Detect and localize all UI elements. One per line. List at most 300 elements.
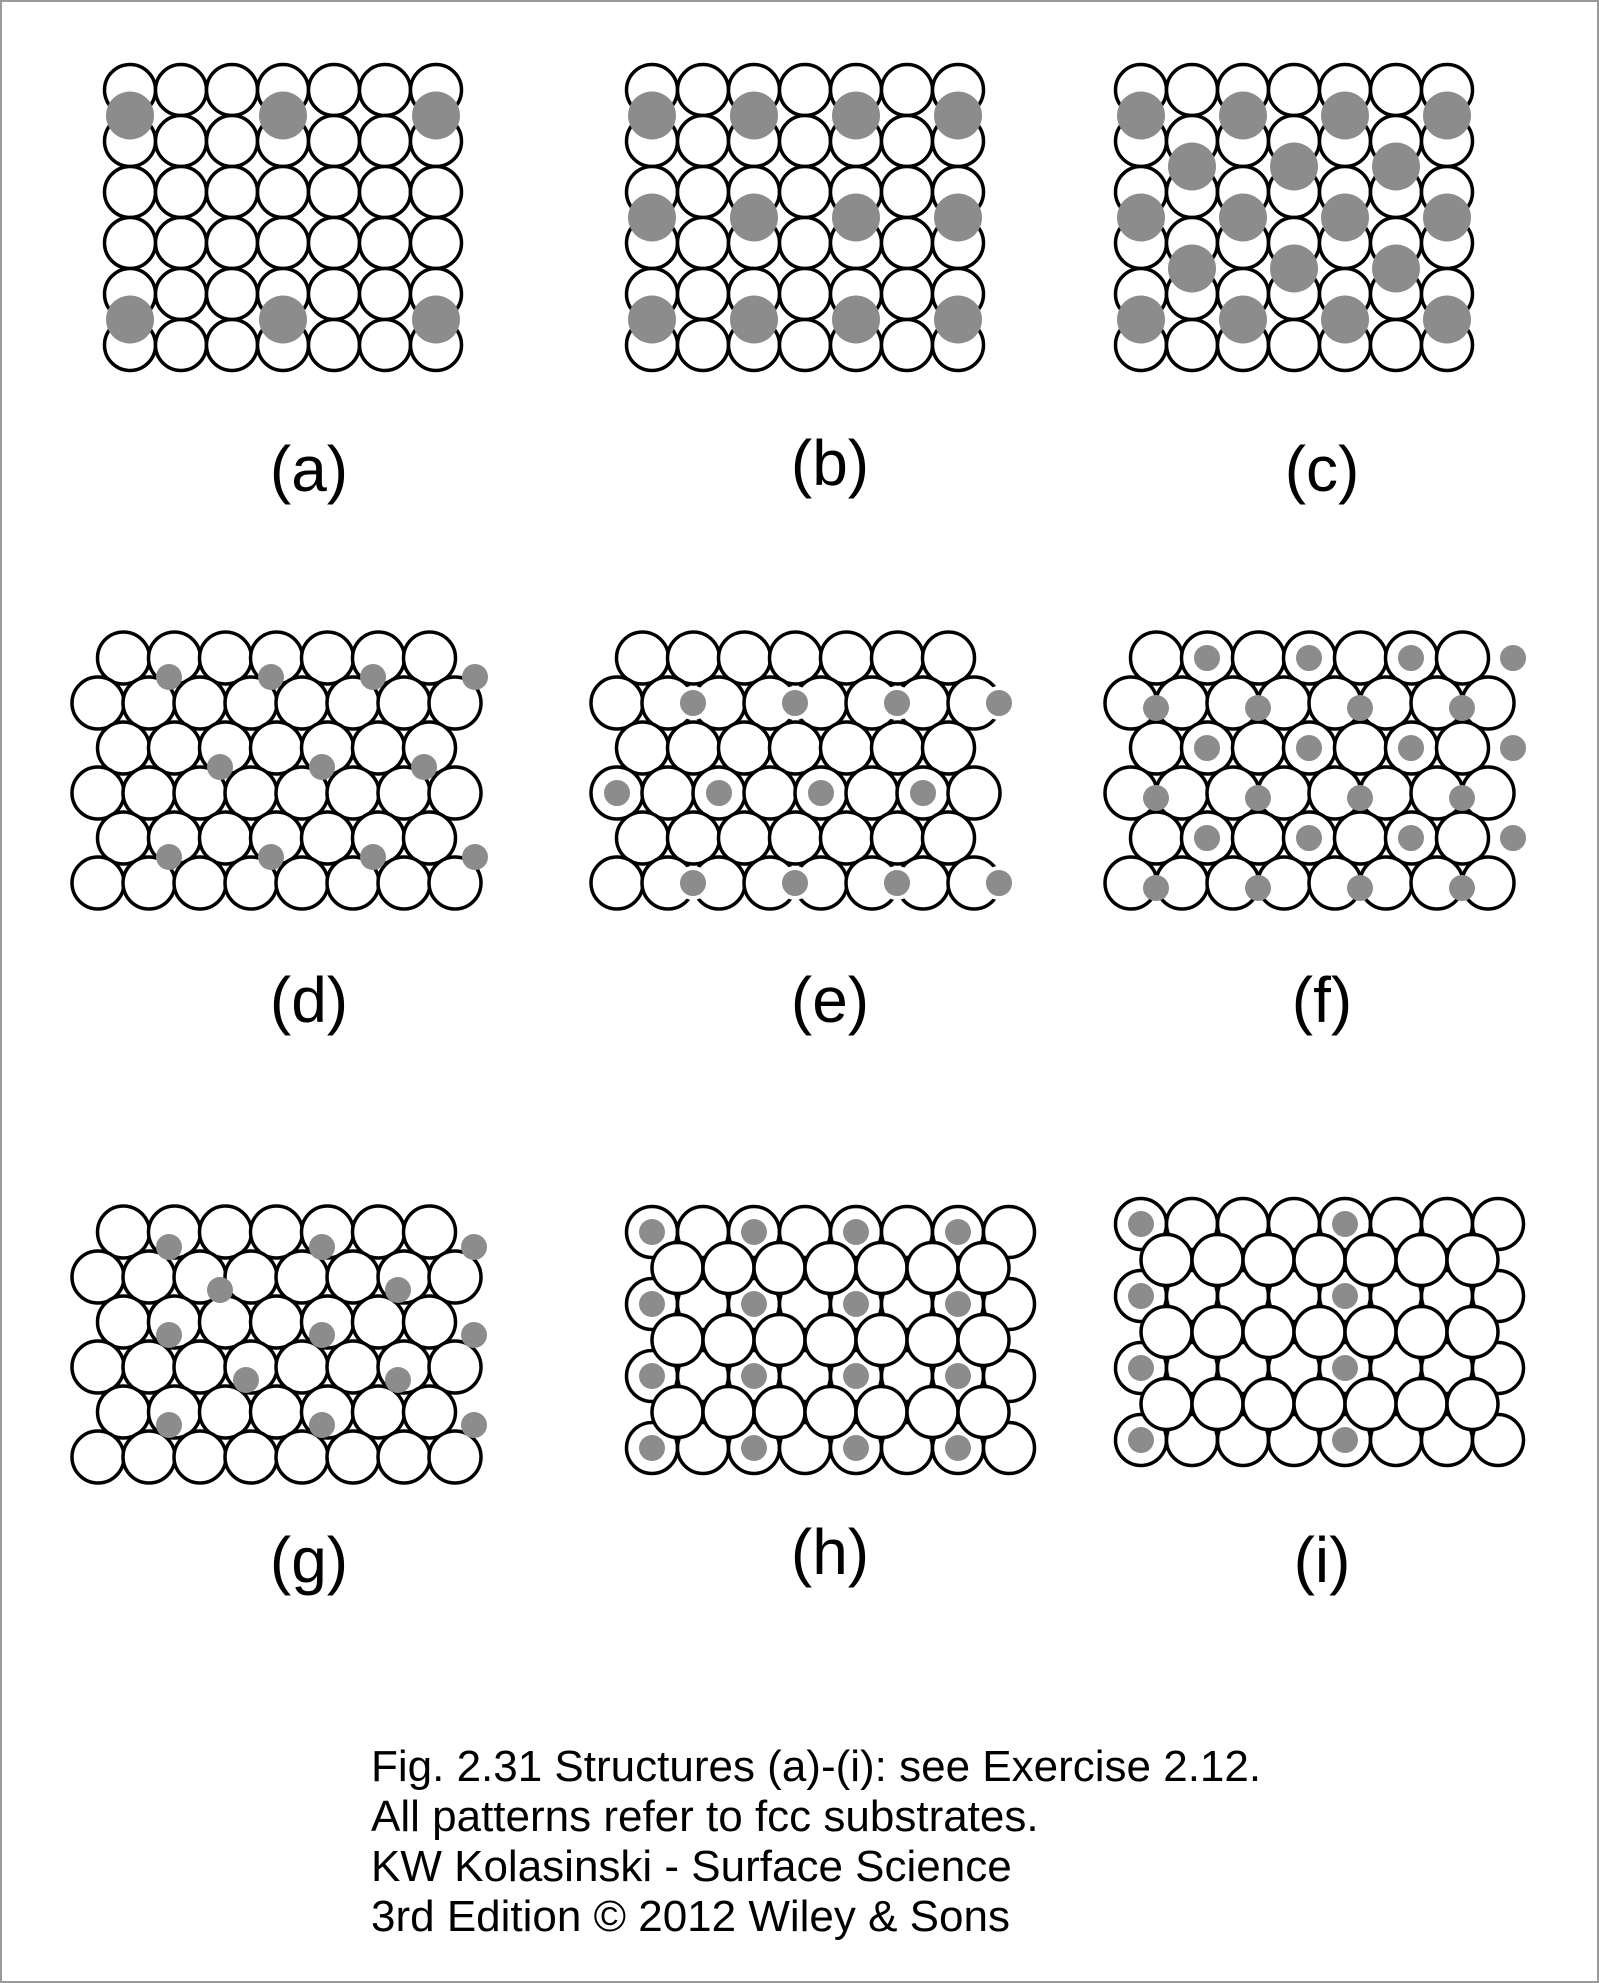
substrate-atom <box>302 632 354 684</box>
caption-line-3: KW Kolasinski - Surface Science <box>371 1842 1012 1891</box>
adsorbate-atom <box>156 1322 182 1348</box>
substrate-atom <box>1131 722 1183 774</box>
substrate-atom <box>948 767 1000 819</box>
adsorbate-atom <box>1372 245 1420 293</box>
substrate-atom <box>258 218 309 269</box>
adsorbate-atom <box>1498 823 1528 853</box>
substrate-atom <box>411 167 462 218</box>
substrate-atom <box>360 167 411 218</box>
adsorbate-atom <box>1143 695 1169 721</box>
panel-label-g: (g) <box>269 1524 349 1596</box>
adsorbate-atom <box>258 664 284 690</box>
substrate-atom <box>805 1387 856 1438</box>
adsorbate-atom <box>678 688 708 718</box>
adsorbate-atom <box>934 296 982 344</box>
substrate-atom <box>1371 65 1422 116</box>
adsorbate-atom <box>309 754 335 780</box>
substrate-atom <box>846 767 898 819</box>
panel-label-f: (f) <box>1291 964 1353 1036</box>
adsorbate-atom <box>1294 643 1324 673</box>
adsorbate-atom <box>233 1367 259 1393</box>
adsorbate-atom <box>832 194 880 242</box>
substrate-atom <box>1294 1379 1345 1430</box>
substrate-atom <box>1167 65 1218 116</box>
adsorbate-atom <box>309 1412 335 1438</box>
panel-label-e: (e) <box>790 964 870 1036</box>
substrate-atom <box>1335 632 1387 684</box>
adsorbate-atom <box>832 92 880 140</box>
substrate-atom <box>72 1251 124 1303</box>
substrate-atom <box>200 1206 252 1258</box>
substrate-atom <box>958 1243 1009 1294</box>
adsorbate-atom <box>945 1435 971 1461</box>
substrate-atom <box>642 767 694 819</box>
substrate-atom <box>72 1431 124 1483</box>
adsorbate-atom <box>462 664 488 690</box>
adsorbate-atom <box>1332 1355 1358 1381</box>
substrate-atom <box>1233 812 1285 864</box>
substrate-atom <box>207 320 258 371</box>
substrate-atom <box>309 116 360 167</box>
adsorbate-atom <box>1423 194 1471 242</box>
substrate-atom <box>360 116 411 167</box>
substrate-atom <box>411 218 462 269</box>
substrate-atom <box>780 116 831 167</box>
substrate-atom <box>1167 320 1218 371</box>
substrate-atom <box>668 632 720 684</box>
adsorbate-atom <box>1245 785 1271 811</box>
adsorbate-atom <box>1396 643 1426 673</box>
adsorbate-atom <box>1347 695 1373 721</box>
adsorbate-atom <box>461 1322 487 1348</box>
adsorbate-atom <box>1245 695 1271 721</box>
substrate-atom <box>225 767 277 819</box>
substrate-atom <box>1233 632 1285 684</box>
substrate-atom <box>353 722 405 774</box>
adsorbate-atom <box>156 844 182 870</box>
adsorbate-atom <box>309 1234 335 1260</box>
substrate-atom <box>309 320 360 371</box>
adsorbate-atom <box>1219 194 1267 242</box>
adsorbate-atom <box>258 844 284 870</box>
panel-label-h: (h) <box>790 1516 870 1588</box>
adsorbate-atom <box>843 1291 869 1317</box>
substrate-atom <box>821 722 873 774</box>
substrate-atom <box>309 269 360 320</box>
adsorbate-atom <box>1423 92 1471 140</box>
adsorbate-atom <box>1423 296 1471 344</box>
substrate-atom <box>1141 1235 1192 1286</box>
substrate-atom <box>72 1341 124 1393</box>
substrate-atom <box>1447 1379 1498 1430</box>
substrate-atom <box>805 1243 856 1294</box>
substrate-atom <box>805 1315 856 1366</box>
substrate-atom <box>360 65 411 116</box>
substrate-atom <box>404 1206 456 1258</box>
substrate-atom <box>882 269 933 320</box>
substrate-atom <box>156 320 207 371</box>
substrate-atom <box>882 218 933 269</box>
substrate-atom <box>882 65 933 116</box>
adsorbate-atom <box>678 868 708 898</box>
substrate-atom <box>652 1387 703 1438</box>
panel-h <box>627 1207 1035 1474</box>
substrate-atom <box>353 1206 405 1258</box>
substrate-atom <box>907 1243 958 1294</box>
adsorbate-atom <box>639 1291 665 1317</box>
adsorbate-atom <box>1117 194 1165 242</box>
substrate-atom <box>1131 812 1183 864</box>
adsorbate-atom <box>945 1363 971 1389</box>
substrate-atom <box>404 812 456 864</box>
substrate-atom <box>378 677 430 729</box>
adsorbate-atom <box>1245 875 1271 901</box>
adsorbate-atom <box>730 194 778 242</box>
substrate-atom <box>1192 1379 1243 1430</box>
adsorbate-atom <box>934 194 982 242</box>
substrate-atom <box>105 218 156 269</box>
adsorbate-atom <box>156 1412 182 1438</box>
adsorbate-atom <box>882 688 912 718</box>
substrate-atom <box>360 269 411 320</box>
substrate-atom <box>429 1341 481 1393</box>
adsorbate-atom <box>1372 143 1420 191</box>
substrate-atom <box>780 269 831 320</box>
substrate-atom <box>327 767 379 819</box>
adsorbate-atom <box>1219 296 1267 344</box>
adsorbate-atom <box>411 754 437 780</box>
substrate-atom <box>754 1243 805 1294</box>
substrate-atom <box>1269 320 1320 371</box>
substrate-atom <box>156 116 207 167</box>
substrate-atom <box>98 722 150 774</box>
panel-b <box>627 65 984 371</box>
substrate-atom <box>378 1431 430 1483</box>
adsorbate-atom <box>1332 1427 1358 1453</box>
substrate-atom <box>174 1431 226 1483</box>
substrate-atom <box>225 1431 277 1483</box>
adsorbate-atom <box>882 868 912 898</box>
substrate-atom <box>156 269 207 320</box>
substrate-atom <box>1294 1307 1345 1358</box>
substrate-atom <box>174 677 226 729</box>
adsorbate-atom <box>1449 785 1475 811</box>
substrate-atom <box>617 632 669 684</box>
substrate-atom <box>251 1206 303 1258</box>
substrate-atom <box>258 167 309 218</box>
adsorbate-atom <box>156 664 182 690</box>
substrate-atom <box>617 812 669 864</box>
adsorbate-atom <box>385 1277 411 1303</box>
substrate-atom <box>327 1251 379 1303</box>
substrate-atom <box>703 1243 754 1294</box>
panel-i <box>1116 1199 1524 1466</box>
adsorbate-atom <box>156 1234 182 1260</box>
substrate-atom <box>1345 1307 1396 1358</box>
substrate-atom <box>327 1431 379 1483</box>
adsorbate-atom <box>843 1219 869 1245</box>
substrate-atom <box>1345 1379 1396 1430</box>
substrate-atom <box>1141 1307 1192 1358</box>
substrate-atom <box>404 1386 456 1438</box>
substrate-atom <box>856 1387 907 1438</box>
adsorbate-atom <box>704 778 734 808</box>
substrate-atom <box>200 632 252 684</box>
adsorbate-atom <box>1498 643 1528 673</box>
substrate-atom <box>882 116 933 167</box>
substrate-atom <box>958 1315 1009 1366</box>
substrate-atom <box>821 632 873 684</box>
adsorbate-atom <box>1449 695 1475 721</box>
substrate-atom <box>754 1315 805 1366</box>
adsorbate-atom <box>1117 92 1165 140</box>
substrate-atom <box>276 1431 328 1483</box>
substrate-atom <box>1335 812 1387 864</box>
substrate-atom <box>678 116 729 167</box>
adsorbate-atom <box>309 1322 335 1348</box>
adsorbate-atom <box>945 1291 971 1317</box>
adsorbate-atom <box>628 296 676 344</box>
substrate-atom <box>404 632 456 684</box>
substrate-atom <box>1192 1235 1243 1286</box>
adsorbate-atom <box>1270 143 1318 191</box>
substrate-atom <box>856 1243 907 1294</box>
substrate-atom <box>678 320 729 371</box>
substrate-atom <box>207 218 258 269</box>
adsorbate-atom <box>412 296 460 344</box>
substrate-atom <box>1396 1379 1447 1430</box>
substrate-atom <box>1437 632 1489 684</box>
adsorbate-atom <box>730 92 778 140</box>
substrate-atom <box>923 812 975 864</box>
substrate-atom <box>1243 1379 1294 1430</box>
substrate-atom <box>821 812 873 864</box>
substrate-atom <box>1335 722 1387 774</box>
adsorbate-atom <box>1396 733 1426 763</box>
substrate-atom <box>200 1386 252 1438</box>
substrate-atom <box>251 1386 303 1438</box>
adsorbate-atom <box>1396 823 1426 853</box>
panel-label-i: (i) <box>1293 1524 1351 1596</box>
substrate-atom <box>652 1243 703 1294</box>
substrate-atom <box>404 1296 456 1348</box>
substrate-atom <box>719 722 771 774</box>
substrate-atom <box>276 857 328 909</box>
adsorbate-atom <box>908 778 938 808</box>
substrate-atom <box>72 857 124 909</box>
substrate-atom <box>719 812 771 864</box>
substrate-atom <box>105 167 156 218</box>
substrate-atom <box>780 320 831 371</box>
substrate-atom <box>591 677 643 729</box>
adsorbate-atom <box>741 1363 767 1389</box>
substrate-atom <box>123 767 175 819</box>
substrate-atom <box>780 218 831 269</box>
adsorbate-atom <box>934 92 982 140</box>
substrate-atom <box>251 1296 303 1348</box>
adsorbate-atom <box>1192 823 1222 853</box>
substrate-atom <box>872 722 924 774</box>
substrate-atom <box>200 1296 252 1348</box>
substrate-atom <box>703 1387 754 1438</box>
adsorbate-atom <box>843 1363 869 1389</box>
substrate-atom <box>923 722 975 774</box>
adsorbate-atom <box>780 868 810 898</box>
caption-line-1: Fig. 2.31 Structures (a)-(i): see Exercise 2.12. <box>371 1742 1262 1791</box>
substrate-atom <box>1141 1379 1192 1430</box>
substrate-atom <box>98 1206 150 1258</box>
adsorbate-atom <box>628 194 676 242</box>
substrate-atom <box>72 677 124 729</box>
substrate-atom <box>1243 1235 1294 1286</box>
substrate-atom <box>856 1315 907 1366</box>
adsorbate-atom <box>730 296 778 344</box>
adsorbate-atom <box>1128 1211 1154 1237</box>
panel-label-a: (a) <box>269 433 349 505</box>
adsorbate-atom <box>1347 785 1373 811</box>
adsorbate-atom <box>741 1291 767 1317</box>
adsorbate-atom <box>984 868 1014 898</box>
substrate-atom <box>780 65 831 116</box>
adsorbate-atom <box>639 1363 665 1389</box>
adsorbate-atom <box>639 1435 665 1461</box>
panel-a <box>105 65 462 371</box>
substrate-atom <box>1243 1307 1294 1358</box>
adsorbate-atom <box>1498 733 1528 763</box>
substrate-atom <box>156 167 207 218</box>
substrate-atom <box>617 722 669 774</box>
substrate-atom <box>276 677 328 729</box>
panel-d <box>72 632 488 909</box>
substrate-atom <box>1345 1235 1396 1286</box>
adsorbate-atom <box>462 844 488 870</box>
adsorbate-atom <box>832 296 880 344</box>
substrate-atom <box>923 632 975 684</box>
substrate-atom <box>754 1387 805 1438</box>
adsorbate-atom <box>639 1219 665 1245</box>
adsorbate-atom <box>360 844 386 870</box>
substrate-atom <box>678 218 729 269</box>
substrate-atom <box>378 857 430 909</box>
adsorbate-atom <box>259 92 307 140</box>
substrate-atom <box>309 167 360 218</box>
substrate-atom <box>98 632 150 684</box>
substrate-atom <box>668 722 720 774</box>
substrate-atom <box>353 1296 405 1348</box>
substrate-atom <box>123 1431 175 1483</box>
substrate-atom <box>353 1386 405 1438</box>
adsorbate-atom <box>1294 823 1324 853</box>
adsorbate-atom <box>1128 1427 1154 1453</box>
adsorbate-atom <box>1168 143 1216 191</box>
adsorbate-atom <box>207 754 233 780</box>
substrate-atom <box>225 1251 277 1303</box>
adsorbate-atom <box>1143 785 1169 811</box>
adsorbate-atom <box>1128 1355 1154 1381</box>
substrate-atom <box>872 632 924 684</box>
adsorbate-atom <box>741 1219 767 1245</box>
adsorbate-atom <box>461 1412 487 1438</box>
substrate-atom <box>1269 65 1320 116</box>
substrate-atom <box>668 812 720 864</box>
panel-label-d: (d) <box>269 964 349 1036</box>
substrate-atom <box>703 1315 754 1366</box>
adsorbate-atom <box>945 1219 971 1245</box>
adsorbate-atom <box>1332 1283 1358 1309</box>
substrate-atom <box>770 632 822 684</box>
adsorbate-atom <box>106 296 154 344</box>
adsorbate-atom <box>259 296 307 344</box>
substrate-atom <box>98 1296 150 1348</box>
substrate-atom <box>1396 1307 1447 1358</box>
substrate-atom <box>174 857 226 909</box>
substrate-atom <box>309 65 360 116</box>
substrate-atom <box>276 1341 328 1393</box>
adsorbate-atom <box>1294 733 1324 763</box>
adsorbate-atom <box>360 664 386 690</box>
adsorbate-atom <box>1321 194 1369 242</box>
substrate-atom <box>156 218 207 269</box>
substrate-atom <box>678 269 729 320</box>
substrate-atom <box>156 65 207 116</box>
substrate-atom <box>907 1315 958 1366</box>
substrate-atom <box>882 167 933 218</box>
adsorbate-atom <box>1321 92 1369 140</box>
adsorbate-atom <box>1321 296 1369 344</box>
substrate-atom <box>744 767 796 819</box>
substrate-atom <box>872 812 924 864</box>
substrate-atom <box>1437 722 1489 774</box>
caption-line-4: 3rd Edition © 2012 Wiley & Sons <box>371 1892 1010 1941</box>
substrate-atom <box>780 167 831 218</box>
substrate-atom <box>360 218 411 269</box>
figure-caption <box>371 1742 1261 1942</box>
substrate-atom <box>1447 1235 1498 1286</box>
substrate-atom <box>149 722 201 774</box>
substrate-atom <box>719 632 771 684</box>
substrate-atom <box>98 1386 150 1438</box>
substrate-atom <box>678 65 729 116</box>
substrate-atom <box>1131 632 1183 684</box>
substrate-atom <box>207 269 258 320</box>
substrate-atom <box>429 767 481 819</box>
adsorbate-atom <box>461 1234 487 1260</box>
adsorbate-atom <box>1219 92 1267 140</box>
substrate-atom <box>1294 1235 1345 1286</box>
adsorbate-atom <box>385 1367 411 1393</box>
substrate-atom <box>958 1387 1009 1438</box>
adsorbate-atom <box>741 1435 767 1461</box>
adsorbate-atom <box>412 92 460 140</box>
substrate-atom <box>302 812 354 864</box>
substrate-atom <box>1233 722 1285 774</box>
adsorbate-atom <box>806 778 836 808</box>
panel-e <box>591 632 1014 909</box>
substrate-atom <box>207 65 258 116</box>
adsorbate-atom <box>1270 245 1318 293</box>
adsorbate-atom <box>843 1435 869 1461</box>
adsorbate-atom <box>1332 1211 1358 1237</box>
substrate-atom <box>770 812 822 864</box>
adsorbate-atom <box>628 92 676 140</box>
substrate-atom <box>72 767 124 819</box>
substrate-atom <box>174 1341 226 1393</box>
substrate-atom <box>652 1315 703 1366</box>
adsorbate-atom <box>1168 245 1216 293</box>
substrate-atom <box>1396 1235 1447 1286</box>
adsorbate-atom <box>1117 296 1165 344</box>
substrate-atom <box>207 116 258 167</box>
